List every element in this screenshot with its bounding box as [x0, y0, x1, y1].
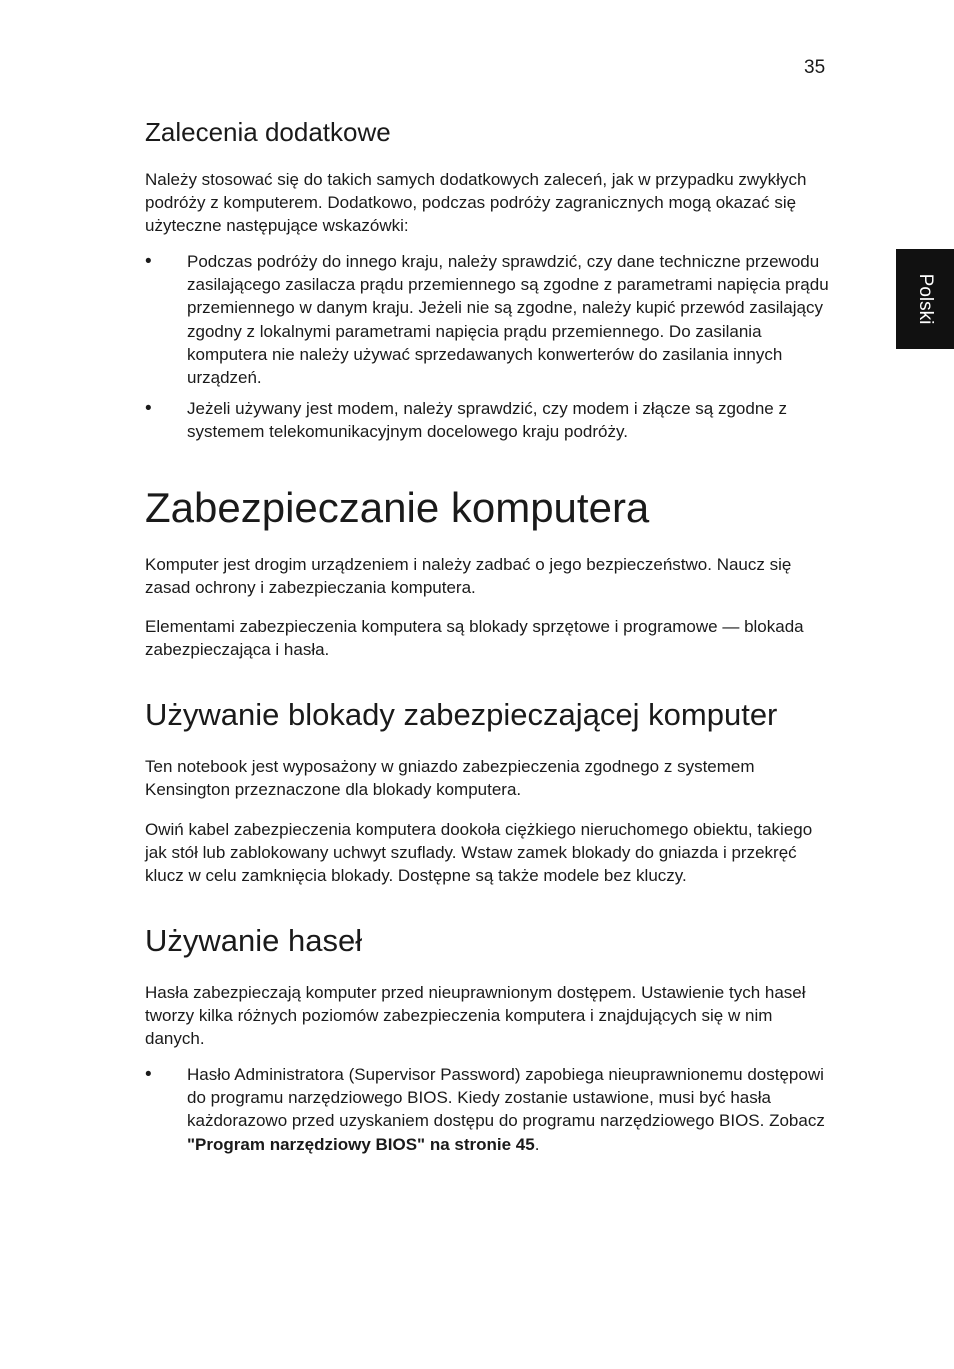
paragraph: Ten notebook jest wyposażony w gniazdo zabezpieczenia zgodnego z systemem Kensington przeznaczone dla blokady komputera. — [145, 757, 755, 800]
bios-page-reference-link[interactable]: "Program narzędziowy BIOS" na stronie 45 — [187, 1134, 535, 1154]
language-tab-label: Polski — [915, 273, 936, 325]
travel-tips-list — [145, 250, 830, 444]
paragraph: Komputer jest drogim urządzeniem i należy zadbać o jego bezpieczeństwo. Naucz się zasad ochrony i zabezpieczania komputera. — [145, 555, 792, 598]
list-item — [145, 1063, 830, 1156]
list-item: • Jeżeli używany jest modem, należy sprawdzić, czy modem i złącze są zgodne z systemem telekomunikacyjnym docelowego kraju podróży. — [145, 397, 830, 443]
paragraph: Owiń kabel zabezpieczenia komputera dookoła ciężkiego nieruchomego obiektu, takiego jak stół lub zablokowany uchwyt szuflady. Wstaw zamek blokady do gniazda i przekręć klucz w celu zamknięcia blokady. Dostępne są także modele bez kluczy. — [145, 820, 813, 886]
language-tab — [896, 249, 954, 349]
section-heading-zalecenia: Zalecenia dodatkowe — [145, 117, 391, 147]
password-list — [145, 1063, 830, 1156]
chapter-heading: Zabezpieczanie komputera — [145, 484, 650, 531]
paragraph: Hasła zabezpieczają komputer przed nieuprawnionym dostępem. Ustawienie tych haseł tworzy kilka różnych poziomów zabezpieczenia komputera i znajdujących się w nim danych. — [145, 983, 806, 1049]
section-intro-paragraph: Należy stosować się do takich samych dodatkowych zaleceń, jak w przypadku zwykłych podróży z komputerem. Dodatkowo, podczas podróży zagranicznych mogą okazać się użyteczne następujące wskazówki: — [145, 170, 807, 236]
list-item-end: . — [534, 1134, 540, 1154]
list-item: • Podczas podróży do innego kraju, należy sprawdzić, czy dane techniczne przewodu zasilającego zasilacza prądu przemiennego są zgodne z parametrami napięcia prądu przemiennego w danym kraju. Jeżeli nie są zgodne, należy kupić przewód zasilający zgodny z lokalnymi parametrami napięcia prądu przemiennego. Do zasilania komputera nie należy używać sprzedawanych konwerterów do zasilania innych urządzeń. — [145, 250, 830, 389]
list-item-text: Hasło Administratora (Supervisor Password) zapobiega nieuprawnionemu dostępowi do programu narzędziowego BIOS. Kiedy zostanie ustawione, musi być hasła każdorazowo przed uzyskaniem dostępu do programu narzędziowego BIOS. Zobacz — [187, 1065, 825, 1131]
section-heading-hasla: Używanie haseł — [145, 923, 363, 958]
section-heading-blokada: Używanie blokady zabezpieczającej komputer — [145, 697, 778, 732]
paragraph: Elementami zabezpieczenia komputera są blokady sprzętowe i programowe — blokada zabezpieczająca i hasła. — [145, 617, 804, 660]
page-number: 35 — [804, 57, 826, 78]
